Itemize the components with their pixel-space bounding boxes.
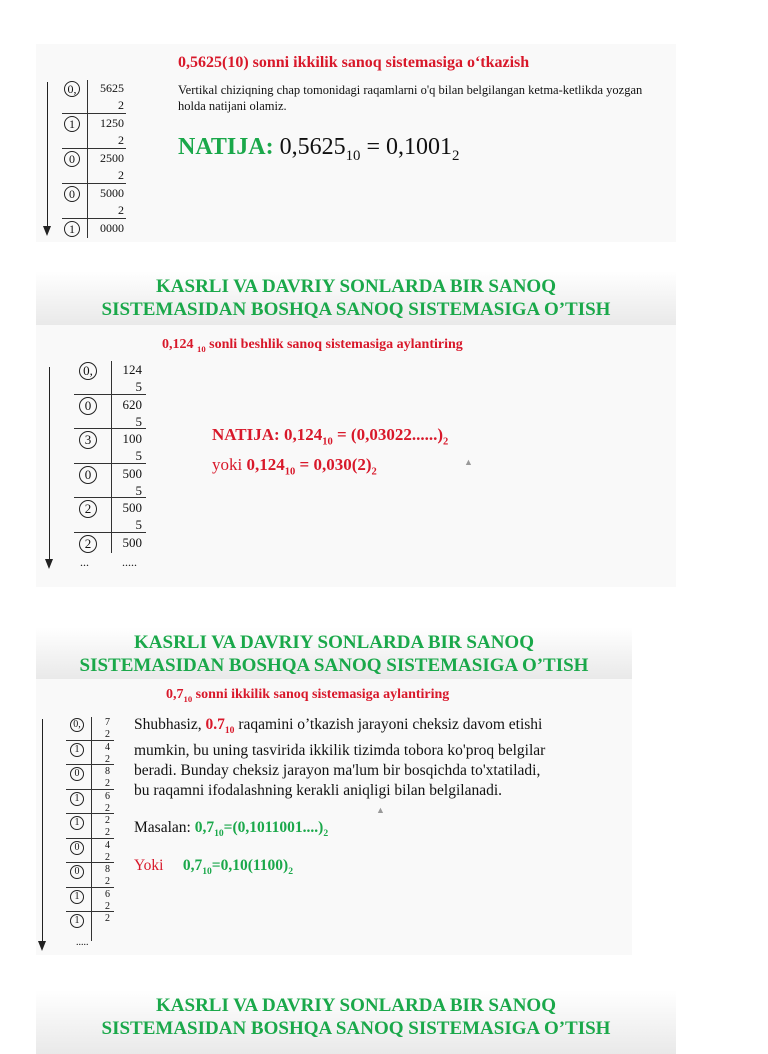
- product-value: 500: [122, 465, 142, 481]
- product-value: 2: [105, 815, 110, 826]
- example-left: 0,7: [194, 819, 215, 836]
- result-line: [178, 134, 459, 165]
- mouse-cursor-icon: ▲: [464, 457, 473, 467]
- task-text: sonli beshlik sanoq sistemasiga aylantiring: [205, 337, 463, 352]
- product-value: 6: [105, 888, 110, 900]
- product-value: 5000: [100, 186, 124, 200]
- result-digit-circle: 1: [64, 221, 80, 237]
- multiplier-value: 5: [135, 517, 142, 532]
- yoki-right: =0,10(1100): [211, 857, 289, 874]
- multiplier-value: 2: [105, 753, 110, 765]
- result-line-2: [212, 455, 377, 477]
- product-value: 500: [122, 534, 142, 550]
- row-separator: [62, 183, 126, 184]
- task-title: [162, 337, 463, 354]
- product-value: 8: [105, 766, 110, 777]
- product-value: 2500: [100, 151, 124, 165]
- slide-title: 0,5625(10) sonni ikkilik sanoq sistemasiga o‘tkazish: [178, 54, 530, 71]
- product-value: 0000: [100, 221, 124, 235]
- ellipsis-left: ...: [80, 555, 89, 569]
- row-separator: [62, 148, 126, 149]
- multiplier-value: 5: [135, 482, 142, 498]
- table-divider: [111, 361, 112, 553]
- result-right: = (0,03022......): [332, 425, 443, 444]
- multiplier-value: 2: [105, 802, 110, 814]
- multiplier-value: 2: [105, 851, 110, 863]
- result-digit-circle: 0: [64, 151, 80, 167]
- yoki-left-base: 10: [202, 866, 212, 878]
- product-value: 5625: [100, 81, 124, 95]
- result-digit-circle: 0,: [79, 362, 97, 380]
- slide-binary-0-7: [36, 627, 632, 955]
- task-base: 10: [197, 343, 206, 354]
- result-left: 0,5625: [279, 134, 346, 160]
- multiplier-value: 5: [135, 379, 142, 394]
- slide-binary-0-5625: [36, 44, 676, 242]
- section-heading-band: [36, 627, 632, 679]
- table-divider: [87, 80, 88, 238]
- paragraph-line-4: bu raqamni ifodalashning kerakli aniqligi bilan belgilanadi.: [134, 782, 503, 800]
- product-value: 7: [105, 717, 110, 728]
- row-separator: [66, 862, 114, 863]
- order-arrow-line: [42, 719, 43, 941]
- result-left: 0,124: [246, 455, 285, 474]
- paragraph-line-1: [134, 715, 545, 741]
- result-digit-circle: 1: [70, 743, 84, 757]
- order-arrow-head: [45, 559, 53, 569]
- yoki-left: 0,7: [182, 857, 203, 874]
- product-value: 4: [105, 839, 110, 851]
- order-arrow-line: [49, 367, 50, 559]
- row-separator: [66, 789, 114, 790]
- para-number: 0.7: [205, 716, 225, 733]
- result-digit-circle: 0,: [70, 718, 84, 732]
- result-digit-circle: 0: [70, 767, 84, 781]
- result-right-base: 2: [371, 466, 377, 478]
- row-separator: [66, 740, 114, 741]
- example-left-base: 10: [214, 828, 224, 840]
- product-value: 124: [122, 362, 142, 377]
- result-left-base: 10: [345, 147, 361, 164]
- section-heading-line1: KASRLI VA DAVRIY SONLARDA BIR SANOQ: [156, 276, 556, 297]
- example-line: [134, 819, 328, 839]
- multiplier-value: 2: [105, 778, 110, 789]
- ellipsis: .....: [76, 937, 89, 948]
- result-digit-circle: 2: [79, 500, 97, 518]
- product-value: 2: [105, 913, 110, 924]
- product-value: 620: [122, 396, 142, 412]
- yoki-line: [134, 857, 293, 877]
- result-yoki: yoki: [212, 455, 247, 474]
- para-base: 10: [224, 725, 235, 737]
- description-text: Vertikal chiziqning chap tomonidagi raqamlarni o'q bilan belgilangan ketma-ketlikda yozgan holda natijani olamiz.: [178, 83, 643, 113]
- multiplier-value: 2: [105, 876, 110, 887]
- result-digit-circle: 0: [79, 397, 97, 415]
- multiplier-value: 5: [135, 413, 142, 429]
- table-divider: [91, 717, 92, 941]
- row-separator: [74, 428, 146, 429]
- slide-partial-bottom: [36, 990, 676, 1039]
- result-digit-circle: 3: [79, 431, 97, 449]
- example-right-base: 2: [323, 828, 329, 840]
- result-digit-circle: 0: [70, 841, 84, 855]
- result-digit-circle: 1: [70, 816, 84, 830]
- row-separator: [66, 887, 114, 888]
- slide-quinary-0-124: [36, 271, 676, 587]
- mouse-cursor-icon: ▲: [376, 805, 385, 815]
- result-digit-circle: 1: [70, 792, 84, 806]
- order-arrow-head: [38, 941, 46, 951]
- yoki-label: Yoki: [134, 857, 164, 874]
- product-value: 1250: [100, 116, 124, 130]
- result-digit-circle: 1: [70, 890, 84, 904]
- multiplier-value: 2: [105, 900, 110, 912]
- result-digit-circle: 0: [70, 865, 84, 879]
- result-digit-circle: 2: [79, 535, 97, 553]
- section-heading-line1: KASRLI VA DAVRIY SONLARDA BIR SANOQ: [134, 632, 534, 653]
- task-text: sonni ikkilik sanoq sistemasiga aylantiring: [192, 687, 450, 702]
- product-value: 100: [122, 431, 142, 446]
- paragraph-line-2: mumkin, bu uning tasvirida ikkilik tizimda tobora ko'proq belgilar: [134, 742, 546, 760]
- result-left-base: 10: [322, 436, 333, 448]
- explanation-paragraph: [134, 715, 545, 801]
- result-digit-circle: 1: [70, 914, 84, 928]
- row-separator: [62, 218, 126, 219]
- order-arrow-head: [43, 226, 51, 236]
- result-line-1: [212, 425, 448, 447]
- example-label: Masalan:: [134, 819, 195, 836]
- task-base: 10: [183, 693, 193, 704]
- section-heading-line1: KASRLI VA DAVRIY SONLARDA BIR SANOQ: [156, 995, 556, 1016]
- row-separator: [66, 838, 114, 839]
- result-label: NATIJA:: [212, 425, 284, 444]
- ellipsis-right: .....: [122, 555, 137, 569]
- result-right: = 0,030(2): [295, 455, 372, 474]
- result-left-base: 10: [284, 466, 296, 478]
- row-separator: [74, 532, 146, 533]
- row-separator: [66, 813, 114, 814]
- result-digit-circle: 0: [79, 466, 97, 484]
- yoki-right-base: 2: [288, 866, 294, 878]
- section-heading-line2: SISTEMASIDAN BOSHQA SANOQ SISTEMASIGA O’TISH: [101, 299, 611, 320]
- section-heading-line2: SISTEMASIDAN BOSHQA SANOQ SISTEMASIGA O’TISH: [101, 1018, 611, 1039]
- section-heading-line2: SISTEMASIDAN BOSHQA SANOQ SISTEMASIGA O’TISH: [79, 655, 589, 676]
- example-right: =(0,1011001....): [223, 819, 324, 836]
- multiplier-value: 2: [118, 168, 124, 182]
- multiplier-value: 2: [118, 98, 124, 112]
- row-separator: [66, 911, 114, 912]
- task-number: 0,7: [166, 687, 184, 702]
- task-number: 0,124: [162, 337, 194, 352]
- result-digit-circle: 0: [64, 186, 80, 202]
- para-line1-rest: raqamini o’tkazish jarayoni cheksiz davom etishi: [234, 716, 543, 733]
- result-label: NATIJA:: [178, 134, 274, 160]
- row-separator: [66, 764, 114, 765]
- result-right: = 0,1001: [360, 134, 452, 160]
- product-value: 6: [105, 790, 110, 802]
- paragraph-line-3: beradi. Bunday cheksiz jarayon ma'lum bir bosqichda to'xtatiladi,: [134, 762, 541, 780]
- product-value: 500: [122, 500, 142, 515]
- multiplier-value: 2: [118, 203, 124, 217]
- multiplier-value: 2: [105, 827, 110, 838]
- result-digit-circle: 1: [64, 116, 80, 132]
- multiplier-value: 5: [135, 448, 142, 463]
- multiplier-value: 2: [118, 133, 124, 147]
- section-heading-band: [36, 271, 676, 325]
- section-heading-band: [36, 990, 676, 1054]
- product-value: 4: [105, 741, 110, 753]
- multiplier-value: 2: [105, 729, 110, 740]
- order-arrow-line: [47, 82, 48, 226]
- row-separator: [74, 463, 146, 464]
- result-right-base: 2: [451, 147, 460, 164]
- row-separator: [74, 394, 146, 395]
- product-value: 8: [105, 864, 110, 875]
- result-right-base: 2: [442, 436, 449, 448]
- task-title: [166, 687, 449, 704]
- para-lead: Shubhasiz,: [134, 716, 206, 733]
- row-separator: [74, 497, 146, 498]
- result-digit-circle: 0,: [64, 81, 80, 97]
- result-left: 0,124: [283, 425, 323, 444]
- row-separator: [62, 113, 126, 114]
